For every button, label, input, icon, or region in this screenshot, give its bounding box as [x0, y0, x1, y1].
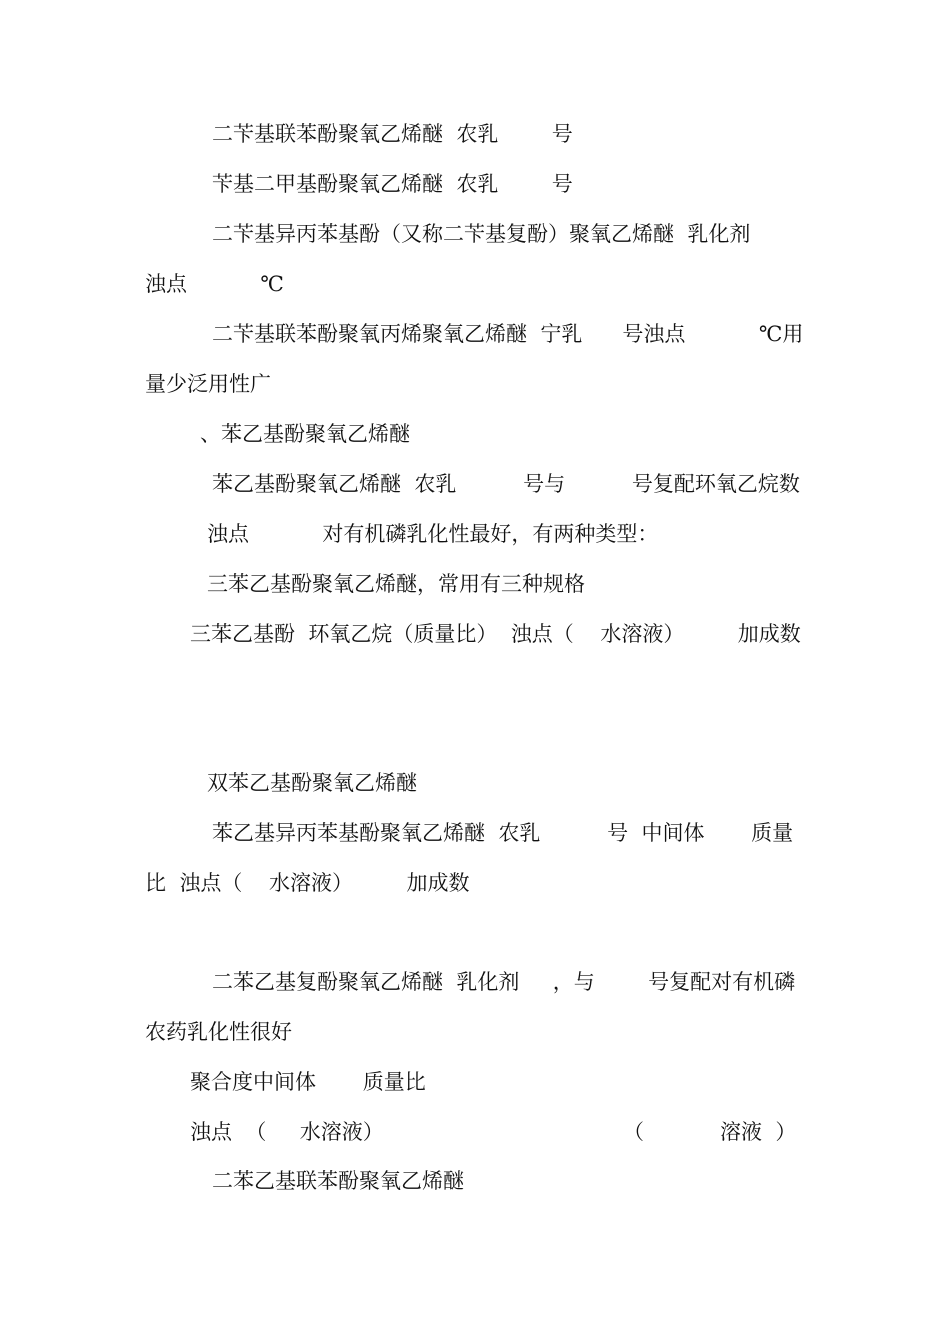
- text-line-18: 浊点 （ 水溶液）: [190, 1120, 384, 1144]
- section-heading: 、苯乙基酚聚氧乙烯醚: [200, 422, 410, 446]
- text-line-18-solution: 溶液 ）: [720, 1120, 797, 1144]
- text-line-16: 农药乳化性很好: [145, 1020, 292, 1044]
- text-line-14: 比 浊点（ 水溶液） 加成数: [145, 871, 470, 895]
- table-header-line: 三苯乙基酚 环氧乙烷（质量比） 浊点（ 水溶液） 加成数: [190, 622, 801, 646]
- text-line-17: 聚合度中间体 质量比: [190, 1070, 426, 1094]
- text-line-10: 三苯乙基酚聚氧乙烯醚，常用有三种规格: [207, 572, 585, 596]
- text-line-19: 二苯乙基联苯酚聚氧乙烯醚: [212, 1169, 464, 1193]
- text-line-1: 二苄基联苯酚聚氧乙烯醚 农乳 号: [212, 122, 573, 146]
- text-line-9: 浊点 对有机磷乳化性最好，有两种类型：: [207, 522, 659, 546]
- text-line-4: 浊点 ℃: [145, 272, 284, 296]
- text-line-6: 量少泛用性广: [145, 372, 271, 396]
- text-line-15: 二苯乙基复酚聚氧乙烯醚 乳化剂 ，与 号复配对有机磷: [212, 970, 796, 994]
- text-line-12: 双苯乙基酚聚氧乙烯醚: [207, 771, 417, 795]
- text-line-8: 苯乙基酚聚氧乙烯醚 农乳 号与 号复配环氧乙烷数: [212, 472, 800, 496]
- text-line-13: 苯乙基异丙苯基酚聚氧乙烯醚 农乳 号 中间体 质量: [212, 821, 794, 845]
- text-line-2: 苄基二甲基酚聚氧乙烯醚 农乳 号: [212, 172, 573, 196]
- text-line-3: 二苄基异丙苯基酚（又称二苄基复酚）聚氧乙烯醚 乳化剂: [212, 222, 751, 246]
- text-line-18-paren: （: [623, 1120, 644, 1144]
- text-line-5: 二苄基联苯酚聚氧丙烯聚氧乙烯醚 宁乳 号浊点 ℃用: [212, 322, 804, 346]
